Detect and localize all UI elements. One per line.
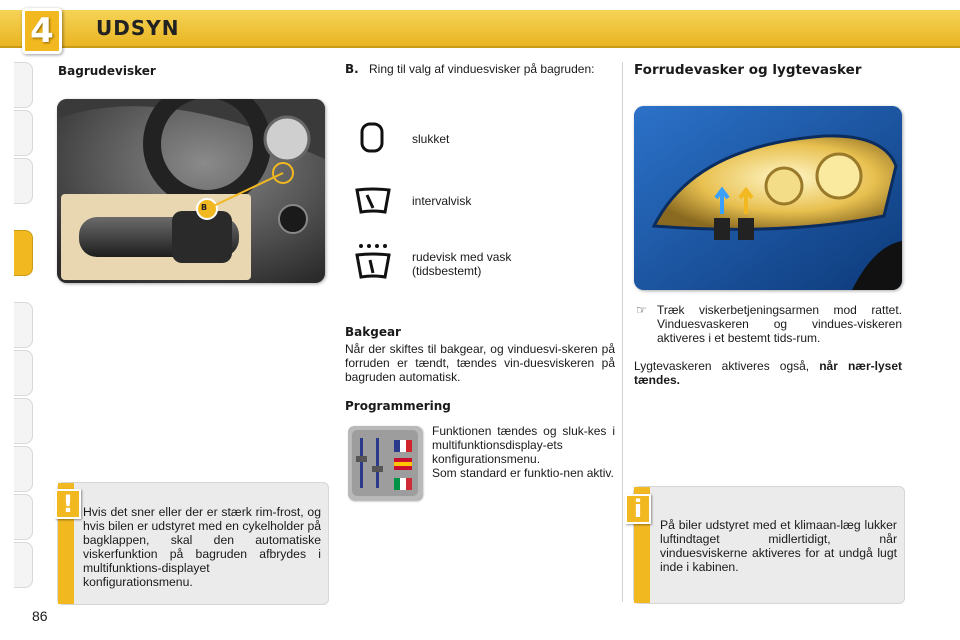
mode-label-off: slukket xyxy=(412,132,450,146)
chapter-tab-4[interactable] xyxy=(14,230,33,276)
b-label: B. xyxy=(345,62,359,76)
chapter-tab-9[interactable] xyxy=(14,494,33,540)
page-number: 86 xyxy=(32,608,48,624)
callout-letter-b: B xyxy=(200,203,208,212)
info-icon: i xyxy=(625,494,651,524)
wiper-off-icon xyxy=(357,121,389,159)
section-heading-rear-wiper: Bagrudevisker xyxy=(58,64,156,78)
headlamp-text-bold: når nær-lyset tændes. xyxy=(634,359,902,387)
b-description: Ring til valg af vinduesvisker på bagruden: xyxy=(369,62,595,76)
page-title: UDSYN xyxy=(96,16,180,40)
warning-note-text: Hvis det sner eller der er stærk rim-frost, og hvis bilen er udstyret med en cykelholder på bagklappen, skal den automatiske viskerfunktion på bagruden afbrydes i multifunktions-displayet konfigurationsmenu. xyxy=(83,505,321,589)
headlamp-washer-photo xyxy=(634,106,902,290)
instruction-bullet: ☞ xyxy=(636,303,647,317)
chapter-tab-10[interactable] xyxy=(14,542,33,588)
washer-instruction-text: Træk viskerbetjeningsarmen mod rattet. Vinduesvaskeren og vindues-viskeren aktiveres i et bestemt tids-rum. xyxy=(657,303,902,345)
configuration-menu-icon xyxy=(348,426,422,500)
reverse-text: Når der skiftes til bakgear, og vinduesvi-skeren på forruden er tændt, tændes vin-duesviskeren på bagruden automatisk. xyxy=(345,342,615,384)
chapter-tab-6[interactable] xyxy=(14,350,33,396)
chapter-tab-3[interactable] xyxy=(14,158,33,204)
wiper-intermittent-icon xyxy=(353,186,393,224)
mode-label-intermittent: intervalvisk xyxy=(412,194,472,208)
mode-label-wash: rudevisk med vask (tidsbestemt) xyxy=(412,250,512,278)
section-heading-windscreen-washer: Forrudevasker og lygtevasker xyxy=(634,62,862,78)
headlamp-text-plain: Lygtevaskeren aktiveres også, xyxy=(634,359,820,373)
headlamp-washer-text xyxy=(634,359,902,387)
chapter-tab-5[interactable] xyxy=(14,302,33,348)
chapter-badge: 4 xyxy=(22,8,62,54)
chapter-tab-2[interactable] xyxy=(14,110,33,156)
wiper-wash-icon xyxy=(353,243,393,289)
section-heading-reverse: Bakgear xyxy=(345,325,401,339)
chapter-tab-1[interactable] xyxy=(14,62,33,108)
chapter-tab-8[interactable] xyxy=(14,446,33,492)
programming-text-2: Som standard er funktio-nen aktiv. xyxy=(432,466,614,480)
programming-text-1: Funktionen tændes og sluk-kes i multifunktionsdisplay-ets konfigurationsmenu. xyxy=(432,424,615,466)
section-heading-programming: Programmering xyxy=(345,399,451,413)
rear-wiper-stalk-photo xyxy=(57,99,325,283)
column-divider xyxy=(622,62,623,602)
chapter-tab-7[interactable] xyxy=(14,398,33,444)
info-note-text: På biler udstyret med et klimaan-læg lukker luftindtaget midlertidigt, når vinduesviskerne aktiveres for at undgå lugt inde i kabinen. xyxy=(660,518,897,574)
stalk-illustration xyxy=(57,99,325,283)
warning-icon: ! xyxy=(55,489,81,519)
